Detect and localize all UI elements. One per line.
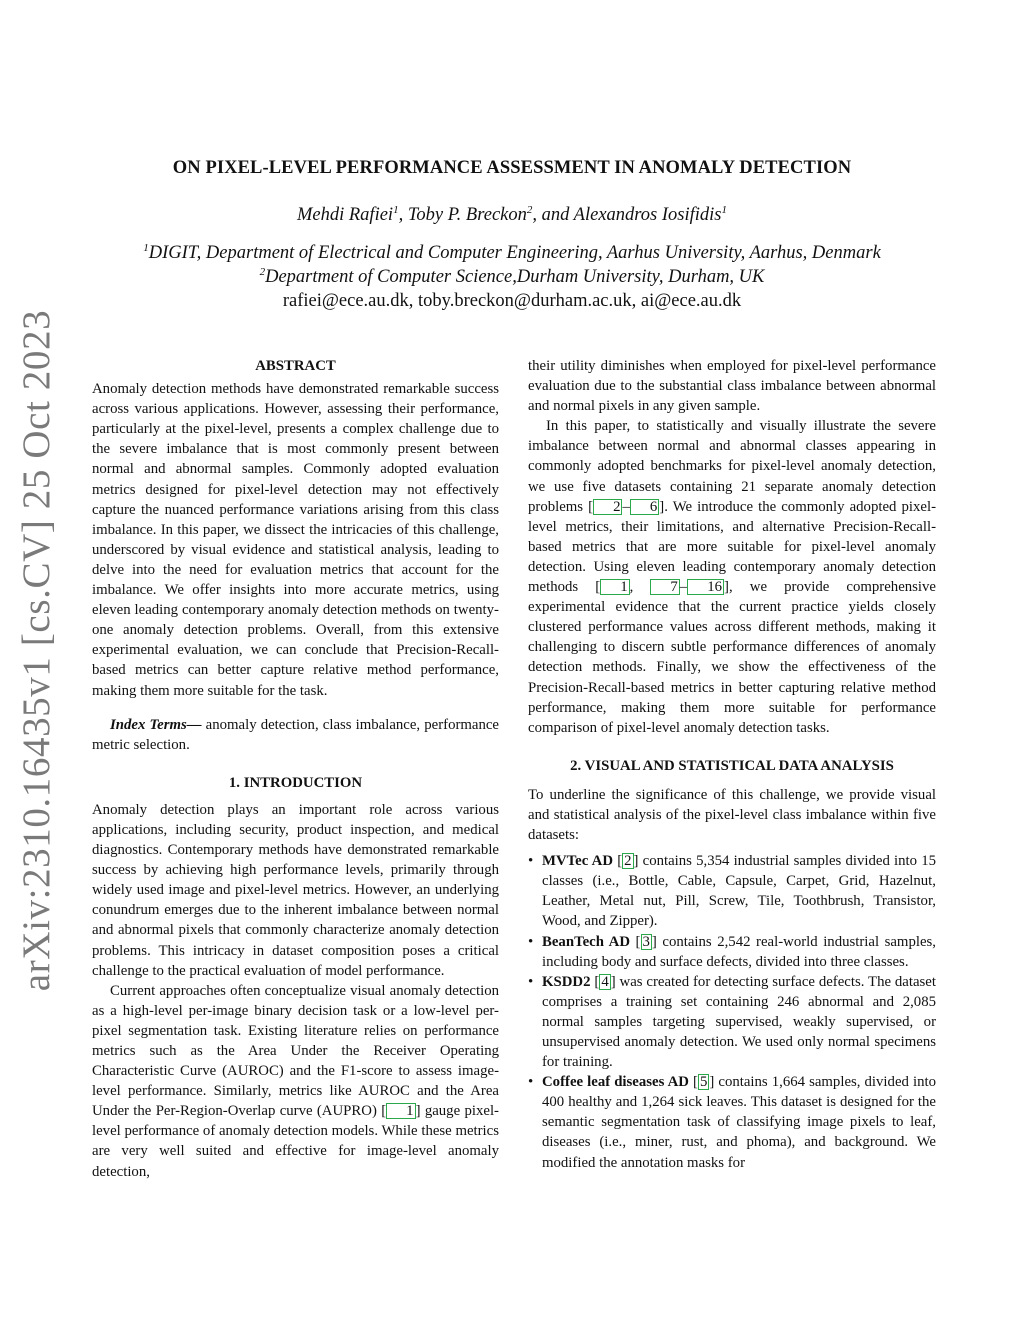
section-2-intro: To underline the significance of this challenge, we provide visual and statistical analysis of the pixel-level class imbalance within five datasets: bbox=[528, 786, 936, 844]
introduction-heading: 1. INTRODUCTION bbox=[228, 774, 363, 791]
dataset-description: contains 1,664 samples, divided into 400 healthy and 1,264 sick leaves. This dataset is designed for the semantic segmentation task of classifying image pixels to leaf, diseases (i.e., miner, rust, and phoma), and background. We modified the annotation masks for bbox=[542, 1074, 936, 1171]
affiliation-2 bbox=[0, 267, 1024, 288]
dataset-list bbox=[528, 851, 936, 1173]
citation-link[interactable]: 2 bbox=[624, 853, 632, 870]
right-column bbox=[528, 356, 936, 1173]
citation-dash: – bbox=[679, 579, 688, 596]
citation-link[interactable]: 1 bbox=[386, 1103, 415, 1119]
dataset-name: Coffee leaf diseases AD bbox=[542, 1074, 689, 1091]
citation-link[interactable]: 4 bbox=[601, 973, 609, 990]
abstract-heading: ABSTRACT bbox=[255, 358, 336, 374]
affiliation-marker: 1 bbox=[393, 203, 399, 216]
citation-link[interactable]: 6 bbox=[630, 499, 659, 515]
arxiv-identifier-stamp bbox=[2, 309, 72, 991]
citation-separator: , bbox=[629, 579, 651, 596]
author-name: , and Alexandros Iosifidis bbox=[532, 205, 722, 225]
citation-link[interactable]: 1 bbox=[600, 579, 629, 595]
dataset-description: contains 5,354 industrial samples divided into 15 classes (i.e., Bottle, Cable, Capsule, Carpet, Grid, Hazelnut, Leather, Metal nut, Pill, Screw, Tile, Toothbrush, Transistor, Wood, and Zipper). bbox=[542, 853, 936, 930]
citation-link[interactable]: 2 bbox=[593, 499, 622, 515]
section-2-heading: 2. VISUAL AND STATISTICAL DATA ANALYSIS bbox=[570, 757, 894, 774]
affiliation-marker: 2 bbox=[259, 265, 266, 278]
list-item: • BeanTech AD [ 3 ] contains 2,542 real-world industrial samples, including body and surface defects, divided into three classes. bbox=[528, 932, 936, 972]
dataset-name: KSDD2 bbox=[542, 973, 591, 990]
intro-paragraph-2: Current approaches often conceptualize visual anomaly detection as a high-level per-image binary decision task or a low-level per-pixel segmentation task. Existing literature relies on performance metrics such as the Area Under the Receiver Operating Characteristic Curve (AUROC) and the F1-score to assess image-level performance. Similarly, metrics like AUROC and the Area Under the Per-Region-Overlap curve (AUPRO) [ 1 ] gauge pixel-level performance of anomaly detection models. While these metrics are very well suited and effective for image-level anomaly detection, bbox=[92, 982, 499, 1180]
citation-link[interactable]: 16 bbox=[687, 579, 724, 595]
dataset-description: contains 2,542 real-world industrial samples, including body and surface defects, divided into three classes. bbox=[542, 933, 936, 970]
paragraph-text: In this paper, to statistically and visually illustrate the severe imbalance between normal and abnormal classes appearing in commonly adopted benchmarks for pixel-level anomaly detection, we use five datasets containing 21 separate anomaly detection problems bbox=[528, 418, 936, 515]
list-item: • KSDD2 [ 4 ] was created for detecting surface defects. The dataset comprises a training set containing 246 abnormal and 2,085 normal samples targeting supervised, weakly supervised, or unsupervised anomaly detection. We used only normal specimens for training. bbox=[528, 972, 936, 1072]
citation-link[interactable]: 5 bbox=[699, 1074, 708, 1091]
intro-paragraph-1: Anomaly detection plays an important role across various applications, including security, product inspection, and medical diagnostics. Contemporary methods have demonstrated remarkable success by achieving high performance levels, primarily through widely used image and pixel-level metrics. However, an underlying conundrum emerges due to the inherent imbalance between normal and abnormal pixels that commonly characterize anomaly detection problems. This intricacy in dataset composition poses a critical challenge to the practical evaluation of model performance. bbox=[92, 801, 499, 979]
abstract-text: Anomaly detection methods have demonstrated remarkable success across various applications. However, assessing their performance, particularly at the pixel-level, presents a complex challenge due to the severe imbalance that is most commonly present between normal and abnormal samples. Commonly adopted evaluation metrics designed for pixel-level detection may not effectively capture the nuanced performance variations arising from this class imbalance. In this paper, we dissect the intricacies of this challenge, underscored by visual evidence and statistical analysis, leading to delve into the need for evaluation metrics that account for the imbalance. We offer insights into more accurate metrics, using eleven leading contemporary anomaly detection methods on twenty-one anomaly detection problems. Overall, from this extensive experimental evaluation, we can conclude that Precision-Recall-based metrics can better capture relative method performance, making them more suitable for the task. bbox=[92, 381, 499, 699]
intro-paragraph-3: In this paper, to statistically and visually illustrate the severe imbalance between normal and abnormal classes appearing in commonly adopted benchmarks for pixel-level anomaly detection, we use five datasets containing 21 separate anomaly detection problems [ 2 – 6 ]. We introduce the commonly adopted pixel-level metrics, their limitations, and alternative Precision-Recall-based metrics that are more suitable for pixel-level anomaly detection. Using eleven leading contemporary anomaly detection methods [ 1 , 7 – 16 ], we provide comprehensive experimental evidence that the current practice yields closely clustered performance values across different methods, making it challenging to discern subtle performance differences of anomaly detection methods. Finally, we show the effectiveness of the Precision-Recall-based metrics in better capturing relative method performance, making them more suitable for performance comparison of pixel-level anomaly detection tasks. bbox=[528, 418, 936, 736]
author-emails: rafiei@ece.au.dk, toby.breckon@durham.ac.uk, ai@ece.au.dk bbox=[282, 291, 742, 311]
index-terms bbox=[92, 715, 499, 755]
dataset-name: BeanTech AD bbox=[542, 933, 631, 950]
affiliation-marker: 2 bbox=[526, 203, 533, 216]
paragraph-text: gauge pixel-level performance of anomaly detection models. While these metrics are very well suited and effective for image-level anomaly detection, bbox=[92, 1103, 499, 1180]
index-terms-label: Index Terms— bbox=[110, 716, 202, 733]
author-name: Mehdi Rafiei bbox=[297, 205, 394, 225]
left-column bbox=[92, 356, 499, 1182]
citation-link[interactable]: 3 bbox=[642, 933, 650, 950]
citation-dash: – bbox=[622, 498, 630, 515]
affiliation-text: Department of Computer Science,Durham University, Durham, UK bbox=[265, 267, 765, 287]
dataset-name: MVTec AD bbox=[542, 853, 614, 870]
paragraph-text: . We introduce the commonly adopted pixel-level metrics, their limitations, and alternative Precision-Recall-based metrics that are more suitable for pixel-level anomaly detection. Using eleven leading contemporary anomaly detection methods bbox=[528, 498, 936, 596]
affiliation-marker: 1 bbox=[721, 203, 727, 216]
author-list bbox=[0, 205, 1024, 226]
list-item: • MVTec AD [ 2 ] contains 5,354 industrial samples divided into 15 classes (i.e., Bottle, Cable, Capsule, Carpet, Grid, Hazelnut, Leather, Metal nut, Pill, Screw, Tile, Toothbrush, Transistor, Wood, and Zipper). bbox=[528, 851, 936, 931]
list-item: • Coffee leaf diseases AD [ 5 ] contains 1,664 samples, divided into 400 healthy and 1,264 sick leaves. This dataset is designed for the semantic segmentation task of classifying image pixels to leaf, diseases (i.e., miner, rust, and phoma), and background. We modified the annotation masks for bbox=[528, 1072, 936, 1172]
citation-link[interactable]: 7 bbox=[650, 579, 679, 595]
paragraph-text: , we provide comprehensive experimental evidence that the current practice yields closely clustered performance values across different methods, making it challenging to discern subtle performance differences of anomaly detection methods. Finally, we show the effectiveness of the Precision-Recall-based metrics in better capturing relative method performance, making them more suitable for performance comparison of pixel-level anomaly detection tasks. bbox=[528, 579, 936, 736]
affiliation-1 bbox=[0, 243, 1024, 264]
arxiv-id-text[interactable]: arXiv:2310.16435v1 [cs.CV] 25 Oct 2023 bbox=[15, 309, 59, 991]
affiliation-marker: 1 bbox=[143, 241, 149, 254]
paragraph-text: Current approaches often conceptualize visual anomaly detection as a high-level per-image binary decision task or a low-level per-pixel segmentation task. Existing literature relies on performance metrics such as the Area Under the Receiver Operating Characteristic Curve (AUROC) and the F1-score to assess image-level performance. Similarly, metrics like AUROC and the Area Under the Per-Region-Overlap curve (AUPRO) bbox=[92, 982, 499, 1120]
dataset-description: was created for detecting surface defects. The dataset comprises a training set containing 246 abnormal and 2,085 normal samples targeting supervised, weakly supervised, or unsupervised anomaly detection. We used only normal specimens for training. bbox=[542, 973, 936, 1071]
affiliation-text: DIGIT, Department of Electrical and Computer Engineering, Aarhus University, Aarhus, Denmark bbox=[148, 243, 881, 263]
paper-title: ON PIXEL-LEVEL PERFORMANCE ASSESSMENT IN ANOMALY DETECTION bbox=[172, 158, 852, 178]
intro-paragraph-2-continued: their utility diminishes when employed for pixel-level performance evaluation due to the substantial class imbalance between abnormal and normal pixels in any given sample. bbox=[528, 358, 936, 415]
author-name: , Toby P. Breckon bbox=[398, 205, 527, 225]
index-terms-text: anomaly detection, class imbalance, performance metric selection. bbox=[92, 716, 499, 753]
